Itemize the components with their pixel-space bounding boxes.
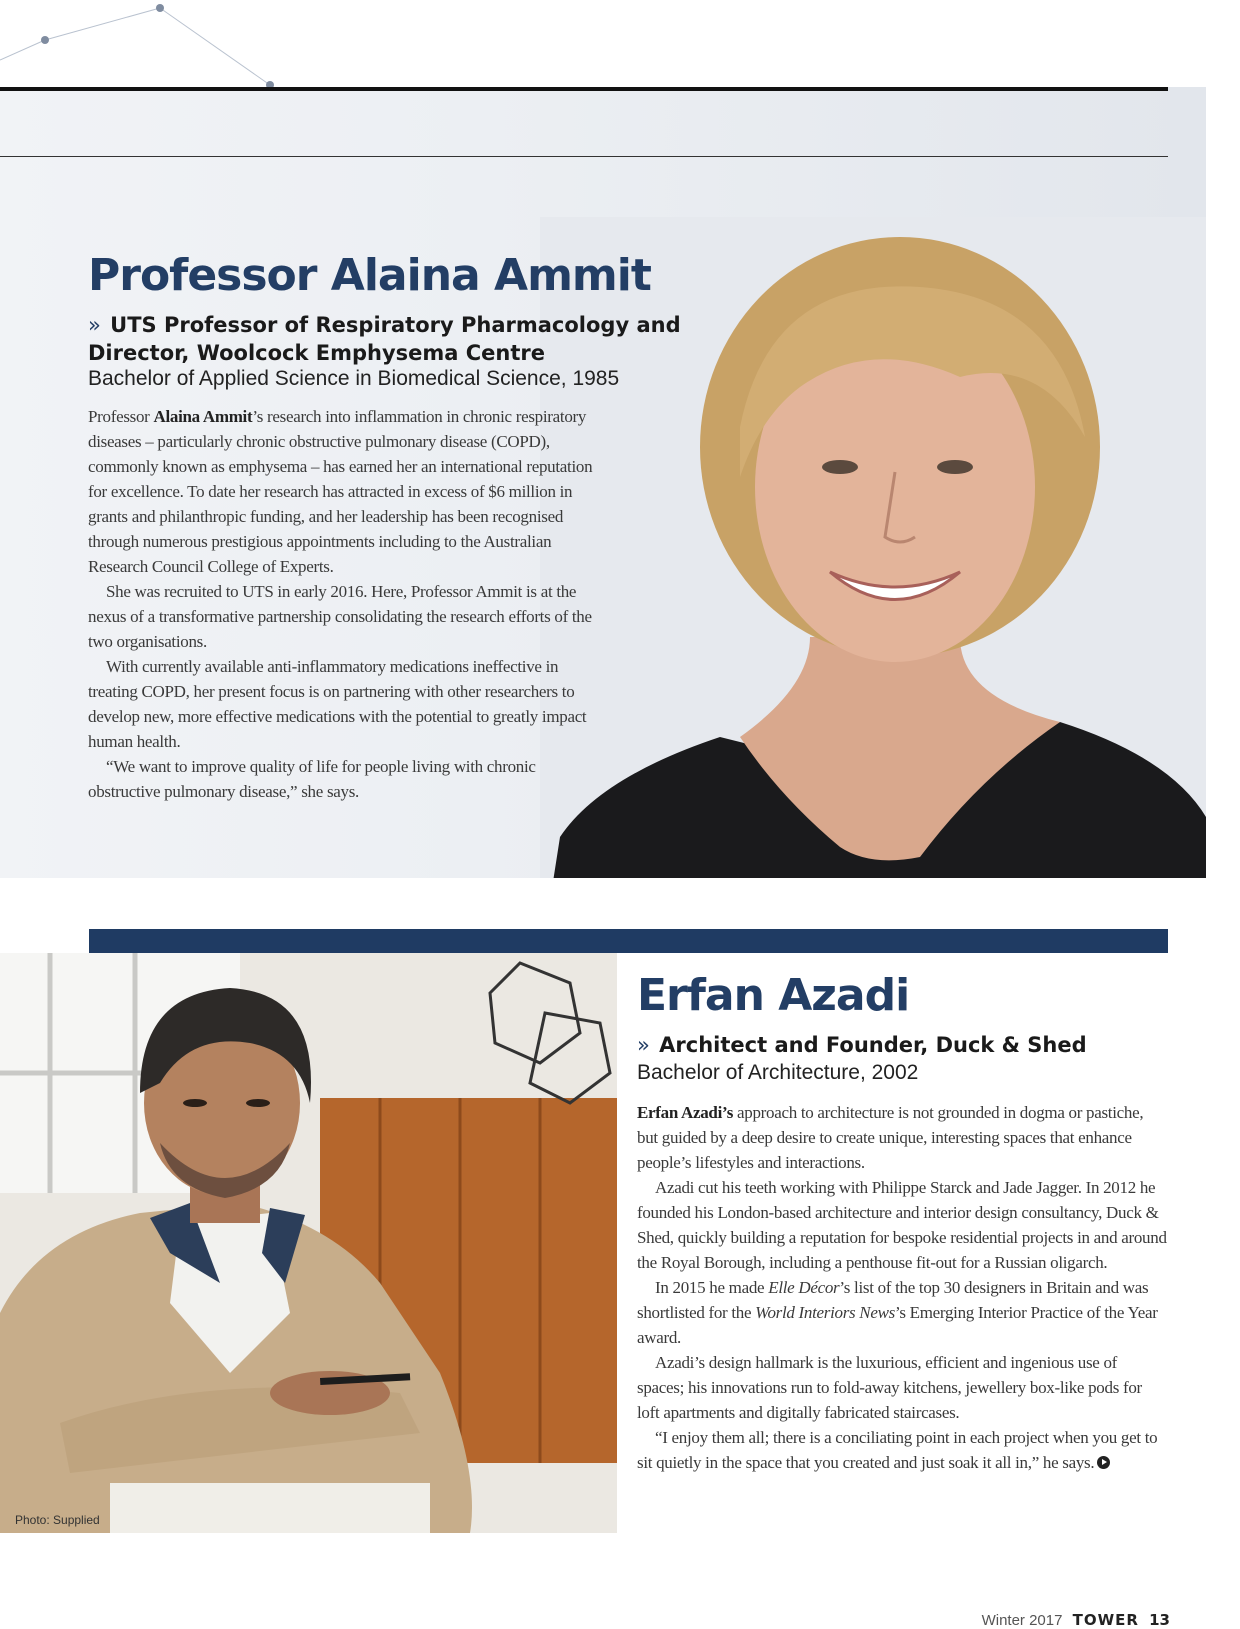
role-line-2: Director, Woolcock Emphysema Centre — [88, 341, 546, 365]
issue-label: Winter 2017 — [981, 1612, 1063, 1629]
paragraph: “We want to improve quality of life for people living with chronic obstructive pulmonary disease,” she says. — [88, 757, 536, 801]
profile2-body — [637, 1100, 1167, 1475]
azadi-photo-illustration — [0, 953, 617, 1533]
photo-credit: Photo: Supplied — [15, 1513, 100, 1527]
paragraph: “I enjoy them all; there is a conciliating point in each project when you get to sit quietly in the space that you created and just soak it all in,” he says. — [637, 1428, 1158, 1472]
profile2-degree: Bachelor of Architecture, 2002 — [637, 1061, 919, 1084]
role-line-1: UTS Professor of Respiratory Pharmacology and — [110, 313, 681, 337]
thin-rule — [0, 156, 1168, 157]
paragraph: Azadi cut his teeth working with Philippe Starck and Jade Jagger. In 2012 he founded his London-based architecture and interior design consultancy, Duck & Shed, quickly building a reputation for bespoke residential projects in and around the Royal Borough, including a penthouse fit-out for a Russian oligarch. — [637, 1178, 1167, 1272]
paragraph: She was recruited to UTS in early 2016. Here, Professor Ammit is at the nexus of a transformative partnership consolidating the research efforts of the two organisations. — [88, 582, 592, 651]
paragraph: Erfan Azadi’s approach to architecture is not grounded in dogma or pastiche, but guided by a deep desire to create unique, interesting spaces that enhance people’s lifestyles and interactions. — [637, 1103, 1144, 1172]
play-circle-icon — [1097, 1456, 1110, 1469]
page-number: 13 — [1149, 1611, 1170, 1629]
portrait-erfan-azadi — [0, 953, 617, 1533]
profile2-role — [637, 1031, 1087, 1059]
role-marker: » — [88, 313, 101, 337]
bold-name: Alaina Ammit — [153, 407, 253, 426]
top-rule — [0, 87, 1168, 91]
profile1-degree: Bachelor of Applied Science in Biomedical Science, 1985 — [88, 367, 620, 390]
bold-name: Erfan Azadi’s — [637, 1103, 734, 1122]
page-footer — [982, 1611, 1170, 1629]
paragraph: Professor Alaina Ammit’s research into inflammation in chronic respiratory diseases – particularly chronic obstructive pulmonary disease (COPD), commonly known as emphysema – has earned her an international reputation for excellence. To date her research has attracted in excess of $6 million in grants and philanthropic funding, and her leadership has been recognised through numerous prestigious appointments including to the Australian Research Council College of Experts. — [88, 407, 593, 576]
profile2-name: Erfan Azadi — [637, 970, 910, 1021]
profile1-name: Professor Alaina Ammit — [88, 250, 651, 301]
profile1-role — [88, 311, 708, 367]
paragraph: With currently available anti-inflammatory medications ineffective in treating COPD, her present focus is on partnering with other researchers to develop new, more effective medications with the potential to greatly impact human health. — [88, 657, 587, 751]
profile1-body — [88, 404, 608, 804]
role-text: Architect and Founder, Duck & Shed — [659, 1033, 1087, 1057]
role-marker: » — [637, 1033, 650, 1057]
section-bar — [89, 929, 1168, 953]
paragraph: Azadi’s design hallmark is the luxurious, efficient and ingenious use of spaces; his innovations run to fold-away kitchens, jewellery box-like pods for loft apartments and digitally fabricated staircases. — [637, 1353, 1142, 1422]
paragraph: In 2015 he made Elle Décor’s list of the top 30 designers in Britain and was shortlisted for the World Interiors News’s Emerging Interior Practice of the Year award. — [637, 1278, 1158, 1347]
magazine-name: TOWER — [1072, 1611, 1139, 1629]
